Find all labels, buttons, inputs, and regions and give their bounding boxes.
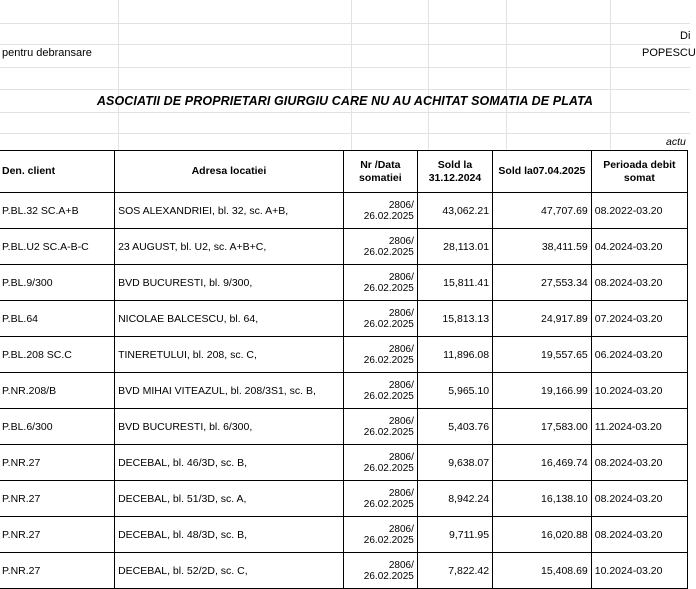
- sheet-gridline: [0, 89, 690, 90]
- cell-perioada: 08.2024-03.20: [591, 265, 687, 301]
- table-row: [0, 481, 688, 517]
- cell-adresa: 23 AUGUST, bl. U2, sc. A+B+C,: [115, 229, 344, 265]
- cell-sold-2025: 24,917.89: [493, 301, 592, 337]
- cell-sold-2024: 11,896.08: [417, 337, 492, 373]
- table-row: [0, 337, 688, 373]
- cell-sold-2024: 28,113.01: [417, 229, 492, 265]
- somatie-nr: 2806/: [388, 307, 414, 319]
- somatie-data: 26.02.2025: [363, 282, 414, 294]
- somatie-data: 26.02.2025: [363, 318, 414, 330]
- table-row: [0, 193, 688, 229]
- header-right-top: Di: [680, 30, 691, 42]
- cell-sold-2024: 5,965.10: [417, 373, 492, 409]
- cell-sold-2025: 47,707.69: [493, 193, 592, 229]
- somatie-data: 26.02.2025: [363, 570, 414, 582]
- somatie-nr: 2806/: [388, 487, 414, 499]
- column-header-adresa: Adresa locatiei: [115, 151, 344, 193]
- cell-sold-2024: 9,711.95: [417, 517, 492, 553]
- cell-sold-2025: 19,166.99: [493, 373, 592, 409]
- cell-nr-data: [343, 409, 417, 445]
- somatie-nr: 2806/: [388, 379, 414, 391]
- sheet-gridline: [0, 112, 690, 113]
- somatie-data: 26.02.2025: [363, 462, 414, 474]
- cell-sold-2025: 16,138.10: [493, 481, 592, 517]
- cell-adresa: DECEBAL, bl. 51/3D, sc. A,: [115, 481, 344, 517]
- cell-perioada: 08.2024-03.20: [591, 517, 687, 553]
- cell-adresa: NICOLAE BALCESCU, bl. 64,: [115, 301, 344, 337]
- cell-client: P.BL.U2 SC.A-B-C: [0, 229, 115, 265]
- cell-sold-2025: 16,469.74: [493, 445, 592, 481]
- cell-nr-data: [343, 445, 417, 481]
- cell-adresa: BVD MIHAI VITEAZUL, bl. 208/3S1, sc. B,: [115, 373, 344, 409]
- sheet-vgrid: [351, 0, 352, 150]
- table-row: [0, 517, 688, 553]
- somatie-nr: 2806/: [388, 523, 414, 535]
- somatie-data: 26.02.2025: [363, 246, 414, 258]
- somatie-nr: 2806/: [388, 415, 414, 427]
- cell-adresa: TINERETULUI, bl. 208, sc. C,: [115, 337, 344, 373]
- cell-sold-2024: 15,813.13: [417, 301, 492, 337]
- somatie-nr: 2806/: [388, 199, 414, 211]
- somatie-data: 26.02.2025: [363, 354, 414, 366]
- cell-nr-data: [343, 553, 417, 589]
- header-right-name: POPESCU: [642, 47, 696, 59]
- cell-adresa: BVD BUCURESTI, bl. 9/300,: [115, 265, 344, 301]
- cell-sold-2024: 9,638.07: [417, 445, 492, 481]
- cell-perioada: 07.2024-03.20: [591, 301, 687, 337]
- cell-client: P.NR.27: [0, 517, 115, 553]
- sheet-gridline: [0, 133, 690, 134]
- data-table: [0, 150, 688, 589]
- cell-client: P.BL.64: [0, 301, 115, 337]
- cell-nr-data: [343, 517, 417, 553]
- cell-adresa: DECEBAL, bl. 48/3D, sc. B,: [115, 517, 344, 553]
- cell-perioada: 06.2024-03.20: [591, 337, 687, 373]
- cell-perioada: 08.2022-03.20: [591, 193, 687, 229]
- cell-client: P.NR.27: [0, 445, 115, 481]
- cell-nr-data: [343, 337, 417, 373]
- sheet-vgrid: [428, 0, 429, 150]
- cell-sold-2024: 7,822.42: [417, 553, 492, 589]
- table-row: [0, 373, 688, 409]
- somatie-data: 26.02.2025: [363, 210, 414, 222]
- cell-adresa: DECEBAL, bl. 52/2D, sc. C,: [115, 553, 344, 589]
- cell-nr-data: [343, 301, 417, 337]
- table-row: [0, 445, 688, 481]
- cell-client: P.BL.9/300: [0, 265, 115, 301]
- cell-sold-2024: 8,942.24: [417, 481, 492, 517]
- cell-sold-2024: 43,062.21: [417, 193, 492, 229]
- table-row: [0, 553, 688, 589]
- header-left-note: pentru debransare: [2, 47, 92, 59]
- column-header-perioada: Perioada debit somat: [591, 151, 687, 193]
- cell-sold-2025: 17,583.00: [493, 409, 592, 445]
- sheet-gridline: [0, 44, 690, 45]
- cell-sold-2025: 19,557.65: [493, 337, 592, 373]
- header-right-small: actu: [666, 136, 686, 148]
- somatie-nr: 2806/: [388, 343, 414, 355]
- cell-perioada: 10.2024-03.20: [591, 553, 687, 589]
- table-row: [0, 301, 688, 337]
- cell-nr-data: [343, 373, 417, 409]
- cell-client: P.NR.27: [0, 481, 115, 517]
- sheet-gridline: [0, 67, 690, 68]
- cell-client: P.NR.208/B: [0, 373, 115, 409]
- cell-sold-2025: 15,408.69: [493, 553, 592, 589]
- column-header-sold-2024: Sold la 31.12.2024: [417, 151, 492, 193]
- somatie-nr: 2806/: [388, 235, 414, 247]
- cell-client: P.NR.27: [0, 553, 115, 589]
- cell-adresa: BVD BUCURESTI, bl. 6/300,: [115, 409, 344, 445]
- sheet-gridline: [0, 23, 690, 24]
- cell-client: P.BL.32 SC.A+B: [0, 193, 115, 229]
- cell-perioada: 08.2024-03.20: [591, 445, 687, 481]
- page-title: ASOCIATII DE PROPRIETARI GIURGIU CARE NU AU ACHITAT SOMATIA DE PLATA: [96, 94, 594, 108]
- cell-sold-2025: 38,411.59: [493, 229, 592, 265]
- somatie-data: 26.02.2025: [363, 390, 414, 402]
- somatie-nr: 2806/: [388, 559, 414, 571]
- cell-perioada: 04.2024-03.20: [591, 229, 687, 265]
- cell-sold-2024: 5,403.76: [417, 409, 492, 445]
- cell-sold-2025: 27,553.34: [493, 265, 592, 301]
- cell-client: P.BL.208 SC.C: [0, 337, 115, 373]
- cell-nr-data: [343, 193, 417, 229]
- cell-perioada: 11.2024-03.20: [591, 409, 687, 445]
- column-header-client: Den. client: [0, 151, 115, 193]
- cell-perioada: 10.2024-03.20: [591, 373, 687, 409]
- somatie-nr: 2806/: [388, 271, 414, 283]
- cell-client: P.BL.6/300: [0, 409, 115, 445]
- cell-sold-2025: 16,020.88: [493, 517, 592, 553]
- sheet-vgrid: [118, 0, 119, 150]
- somatie-nr: 2806/: [388, 451, 414, 463]
- column-header-sold-2025: Sold la07.04.2025: [493, 151, 592, 193]
- somatie-data: 26.02.2025: [363, 498, 414, 510]
- cell-nr-data: [343, 265, 417, 301]
- sheet-vgrid: [506, 0, 507, 150]
- cell-perioada: 08.2024-03.20: [591, 481, 687, 517]
- sheet-vgrid: [610, 0, 611, 150]
- table-row: [0, 229, 688, 265]
- cell-sold-2024: 15,811.41: [417, 265, 492, 301]
- somatie-data: 26.02.2025: [363, 534, 414, 546]
- table-header-row: [0, 151, 688, 193]
- table-row: [0, 409, 688, 445]
- table-row: [0, 265, 688, 301]
- somatie-data: 26.02.2025: [363, 426, 414, 438]
- cell-adresa: DECEBAL, bl. 46/3D, sc. B,: [115, 445, 344, 481]
- column-header-nr-data: Nr /Data somatiei: [343, 151, 417, 193]
- cell-nr-data: [343, 229, 417, 265]
- cell-nr-data: [343, 481, 417, 517]
- cell-adresa: SOS ALEXANDRIEI, bl. 32, sc. A+B,: [115, 193, 344, 229]
